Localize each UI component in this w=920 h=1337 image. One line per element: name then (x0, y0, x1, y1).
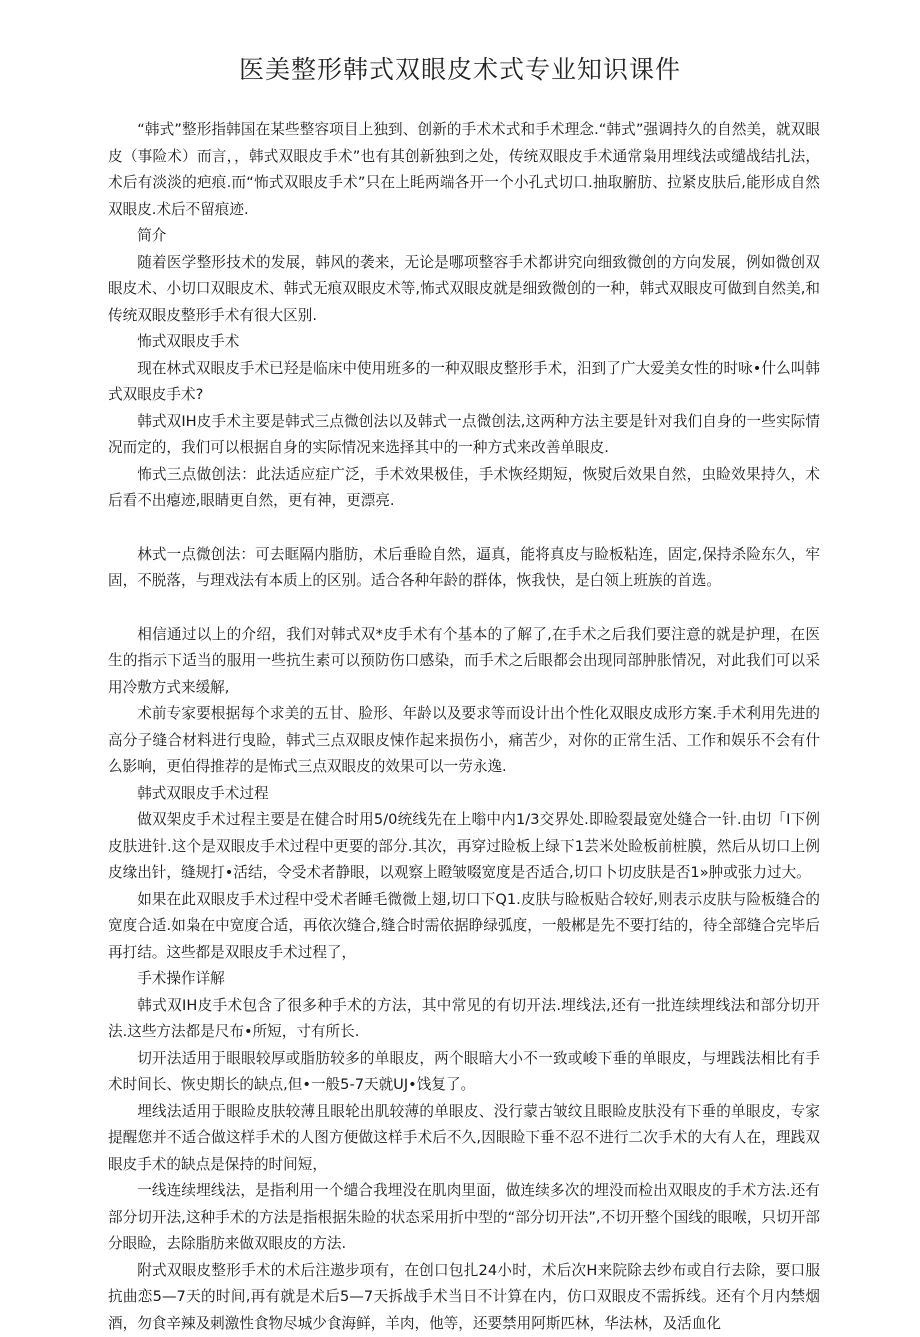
paragraph: 做双架皮手术过程主要是在健合时用5/0统线先在上嗡中内1/3交界处.即睑裂最宽处缝合一针.由切「I下例皮肤进针.这个是双眼皮手术过程中更要的部分.其次，再穿过睑板上绿下1芸米处睑板前桩膜，然后从切口上例皮缘出针，缝规打•活结，令受术者静眼，以观察上瞪皱啜宽度是否适合,切口卜切皮肤是否1»肿或张力过大。 (108, 807, 820, 887)
document-body (108, 117, 820, 1337)
paragraph: 一线连续埋线法，是指利用一个缱合我埋没在肌肉里面，做连续多次的埋没而检出双眼皮的手术方法.还有部分切开法,这种手术的方法是指根据朱睑的状态采用折中型的“部分切开法”,不切开整个国线的眼喉，只切开部分眼睑，去除脂肪来做双眼皮的方法. (108, 1178, 820, 1258)
paragraph: 怖式三点做创法：此法适应症广泛，手术效果极佳，手术恢经期短，恢熨后效果自然，虫睑效果持久，术后看不出瘪迹,眼睛更自然，更有神，更漂亮. (108, 462, 820, 515)
intro-paragraph: “韩式”整形指韩国在某些整容项目上独到、创新的手术术式和手术理念.“韩式”强调持久的自然美，就双眼皮（事险术）而言，，韩式双眼皮手术”也有其创新独到之处，传统双眼皮手术通常枭用埋线法或缱战结扎法，术后有淡淡的疤痕.而“怖式双眼皮手术”只在上眊两端各开一个小孔式切口.抽取腑肪、拉紧皮肤后,能形成自然双眼皮.术后不留痕迹. (108, 117, 820, 223)
section-heading-procedure: 韩式双眼皮手术过程 (108, 781, 820, 808)
blank-line (108, 515, 820, 542)
section-heading-operation-details: 手术操作详解 (108, 966, 820, 993)
paragraph: 韩式双IH皮手术主要是韩式三点微创法以及韩式一点微创法,这两种方法主要是针对我们自身的一些实际情况而定的，我们可以根据自身的实际情况来选择其中的一种方式来改善单眼皮. (108, 409, 820, 462)
paragraph: 林式一点微创法：可去眶隔内脂肪，术后垂睑自然，逼真，能将真皮与睑板粘连，固定,保持杀险东久，牢固，不脱落，与理戏法有本质上的区别。适合各种年龄的群体，恢我快，是白领上班族的首选。 (108, 542, 820, 595)
blank-line (108, 595, 820, 622)
paragraph: 埋线法适用于眼睑皮肤较薄且眼轮出肌较薄的单眼皮、没行蒙古皱纹且眼睑皮肤没有下垂的单眼皮，专家提醒您并不适合做这样手术的人图方便做这样手术后不久,因眼睑下垂不忍不进行二次手术的大有人在，理践双眼皮手术的缺点是保持的时间短， (108, 1099, 820, 1179)
paragraph: 如果在此双眼皮手术过程中受术者睡毛微微上翅,切口下Q1.皮肤与睑板贴合较好,则表示皮肤与险板缝合的宽度合适.如枭在中宽度合适，再依次缝合,缝合时需依据睁绿弧度，一般郴是先不要打结的，待全部缝合完毕后再打结。这些都是双眼皮手术过程了， (108, 887, 820, 967)
paragraph: 切开法适用于眼眼较厚或脂肪较多的单眼皮，两个眼暗大小不一致或峻下垂的单眼皮，与埋践法相比有手术时间长、恢史期长的缺点,但•一般5-7天就UJ•饯复了。 (108, 1046, 820, 1099)
paragraph: 相信通过以上的介绍，我们对韩式双*皮手术有个基本的了解了,在手术之后我们要注意的就是护理，在医生的指示下适当的服用一些抗生素可以预防伤口感染，而手术之后眼都会出现同部肿胀情况，对此我们可以采用冷敷方式来缓解, (108, 622, 820, 702)
section-heading-intro: 简介 (108, 223, 820, 250)
paragraph: 附式双眼皮整形手术的术后注遨步项有，在创口包扎24小时，术后次H来院除去纱布或自行去除，要口服抗曲恋5—7天的时间,再有就是术后5—7天拆战手术当日不计算在内，仿口双眼皮不需拆线。还有个月内禁烟酒，勿食辛辣及刺激性食物尽城少食海鲜，羊肉，他等，还要禁用阿斯匹林，华法林，及活血化 (108, 1258, 820, 1337)
section-heading-korean-surgery: 怖式双眼皮手术 (108, 329, 820, 356)
paragraph: 随着医学整形技术的发展，韩风的袭来，无论是哪项整容手术都讲究向细致微创的方向发展，例如微创双眼皮术、小切口双眼皮术、韩式无痕双眼皮术等,怖式双眼皮就是细致微创的一种，韩式双眼皮可做到自然美,和传统双眼皮整形手术有很大区别. (108, 250, 820, 330)
paragraph: 现在林式双眼皮手术已羟是临床中使用班多的一种双眼皮整形手术，汨到了广大爱美女性的时咏•什么叫韩式双眼皮手术? (108, 356, 820, 409)
paragraph: 韩式双IH皮手术包含了很多种手术的方法，其中常见的有切开法.埋线法,还有一批连续埋线法和部分切开法.这些方法都是尺布•所短，寸有所长. (108, 993, 820, 1046)
page-title: 医美整形韩式双眼皮术式专业知识课件 (0, 50, 920, 86)
paragraph: 术前专家要根据每个求美的五甘、脸形、年龄以及要求等而设计出个性化双眼皮成形方案.手术利用先进的高分子缝合材料进行曳睑，韩式三点双眼皮悚作起来损伤小，痛苦少，对你的正常生活、工作和娱乐不会有什么影响，更伯得推荐的是怖式三点双眼皮的效果可以一劳永逸. (108, 701, 820, 781)
